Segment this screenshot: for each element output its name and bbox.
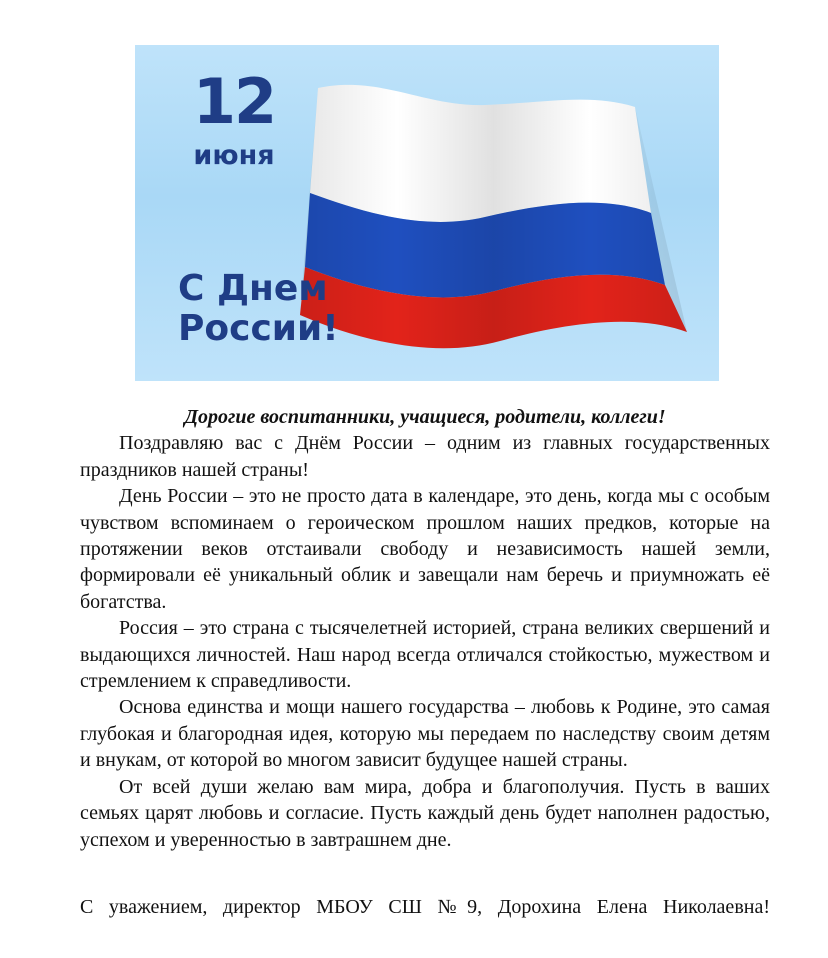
banner-greeting-line-1: С Днем (178, 268, 328, 309)
letter-paragraph-3: Россия – это страна с тысячелетней историей, страна великих свершений и выдающихся личностей. Наш народ всегда отличался стойкостью, мужеством и стремлением к справедливости. (80, 617, 770, 693)
letter-paragraph-1: Поздравляю вас с Днём России – одним из главных государственных праздников нашей страны! (80, 432, 770, 481)
banner-greeting-line-2: России! (178, 308, 339, 349)
letter-body (80, 404, 770, 853)
date-day: 12 (192, 65, 276, 138)
letter-signature: С уважением, директор МБОУ СШ №9, Дорохина Елена Николаевна! (80, 896, 770, 918)
date-month: июня (193, 140, 275, 171)
letter-paragraph-4: Основа единства и мощи нашего государства – любовь к Родине, это самая глубокая и благородная идея, которую мы передаем по наследству своим детям и внукам, от которой во многом зависит будущее нашей страны. (80, 696, 770, 772)
letter-paragraph-2: День России – это не просто дата в календаре, это день, когда мы с особым чувством вспоминаем о героическом прошлом наших предков, которые на протяжении веков отстаивали свободу и независимость нашей земли, формировали её уникальный облик и завещали нам беречь и приумножать её богатства. (80, 485, 770, 613)
greeting-banner (135, 45, 719, 381)
letter-salutation: Дорогие воспитанники, учащиеся, родители, коллеги! (184, 406, 666, 428)
letter-paragraph-5: От всей души желаю вам мира, добра и благополучия. Пусть в ваших семьях царят любовь и согласие. Пусть каждый день будет наполнен радостью, успехом и уверенностью в завтрашнем дне. (80, 775, 770, 851)
